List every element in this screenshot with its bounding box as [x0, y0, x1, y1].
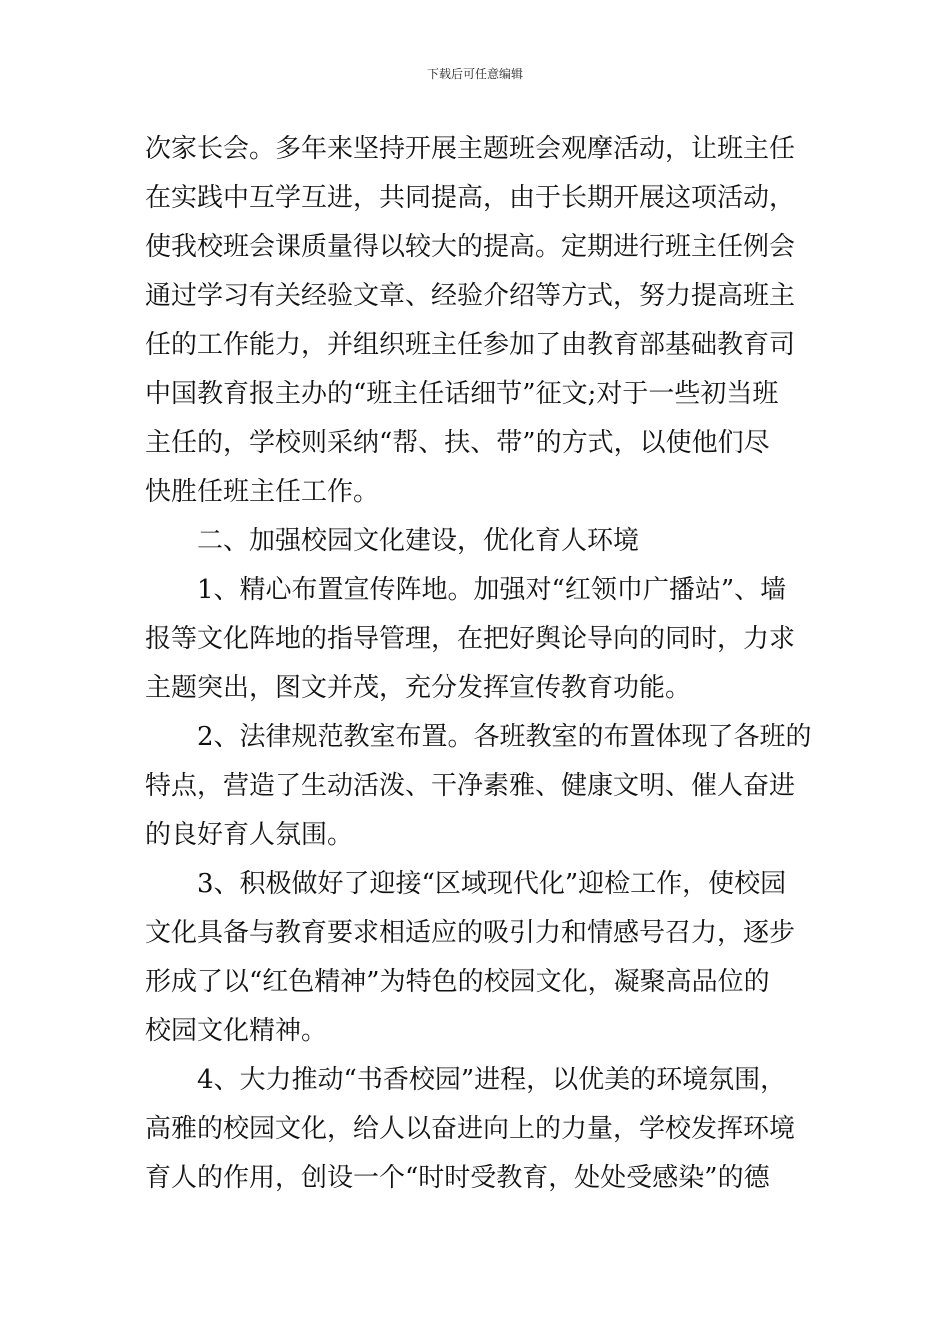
- text-line: 校园文化精神。: [145, 1016, 328, 1046]
- text-line: 文化具备与教育要求相适应的吸引力和情感号召力，逐步: [145, 918, 796, 948]
- paragraph-item-1: [145, 566, 811, 713]
- page-header: 下载后可任意编辑: [426, 67, 523, 81]
- text-line: 中国教育报主办的“班主任话细节”征文;对于一些初当班: [145, 379, 779, 409]
- text-line: 2、法律规范教室布置。各班教室的布置体现了各班的: [197, 722, 812, 752]
- text-line: 高雅的校园文化，给人以奋进向上的力量，学校发挥环境: [145, 1114, 796, 1144]
- paragraph-continued: [145, 125, 811, 517]
- text-line: 在实践中互学互进，共同提高，由于长期开展这项活动，: [145, 183, 796, 213]
- heading-line: 二、加强校园文化建设，优化育人环境: [197, 526, 640, 556]
- text-line: 报等文化阵地的指导管理，在把好舆论导向的同时，力求: [145, 624, 796, 654]
- text-line: 特点，营造了生动活泼、干净素雅、健康文明、催人奋进: [145, 771, 796, 801]
- paragraph-item-3: [145, 860, 811, 1056]
- paragraph-item-2: [145, 713, 811, 860]
- text-line: 4、大力推动“书香校园”进程，以优美的环境氛围，: [197, 1065, 787, 1095]
- text-line: 主题突出，图文并茂，充分发挥宣传教育功能。: [145, 673, 692, 703]
- text-line: 形成了以“红色精神”为特色的校园文化，凝聚高品位的: [145, 967, 770, 997]
- text-line: 主任的，学校则采纳“帮、扶、带”的方式，以使他们尽: [145, 428, 770, 458]
- paragraph-item-4: [145, 1056, 811, 1203]
- document-body: [145, 125, 811, 1203]
- text-line: 任的工作能力，并组织班主任参加了由教育部基础教育司: [145, 330, 796, 360]
- text-line: 1、精心布置宣传阵地。加强对“红领巾广播站”、墙: [197, 575, 787, 605]
- text-line: 通过学习有关经验文章、经验介绍等方式，努力提高班主: [145, 281, 796, 311]
- text-line: 使我校班会课质量得以较大的提高。定期进行班主任例会: [145, 232, 796, 262]
- text-line: 次家长会。多年来坚持开展主题班会观摩活动，让班主任: [145, 134, 796, 164]
- section-heading: [145, 517, 811, 566]
- text-line: 育人的作用，创设一个“时时受教育，处处受感染”的德: [145, 1163, 770, 1193]
- text-line: 快胜任班主任工作。: [145, 477, 380, 507]
- text-line: 3、积极做好了迎接“区域现代化”迎检工作，使校园: [197, 869, 787, 899]
- text-line: 的良好育人氛围。: [145, 820, 354, 850]
